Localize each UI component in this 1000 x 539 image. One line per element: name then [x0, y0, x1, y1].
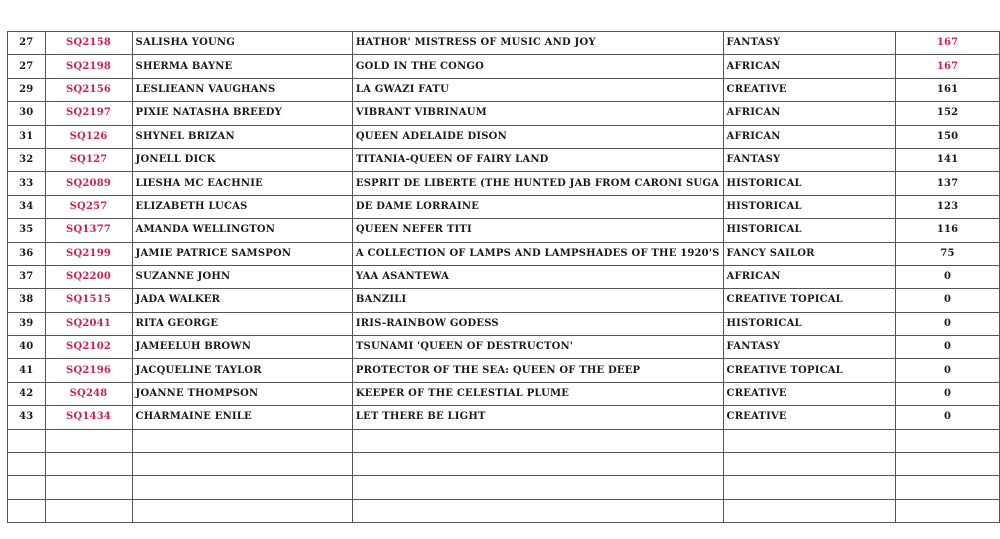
- score-cell: 123: [896, 195, 1000, 218]
- empty-table-row: [8, 499, 1000, 522]
- rank-cell: 31: [8, 125, 46, 148]
- title-cell: BANZILI: [352, 289, 723, 312]
- title-cell: A COLLECTION OF LAMPS AND LAMPSHADES OF THE 1920'S: [352, 242, 723, 265]
- rank-cell: 39: [8, 312, 46, 335]
- category-cell: FANTASY: [723, 336, 896, 359]
- score-cell: 0: [896, 265, 1000, 288]
- name-cell: CHARMAINE ENILE: [132, 406, 352, 429]
- rank-cell: 29: [8, 78, 46, 101]
- rank-cell: 37: [8, 265, 46, 288]
- table-row: [8, 406, 1000, 429]
- results-table-body: [8, 32, 1000, 523]
- name-cell: SHERMA BAYNE: [132, 55, 352, 78]
- code-cell: SQ2198: [45, 55, 132, 78]
- rank-cell: 33: [8, 172, 46, 195]
- title-cell: QUEEN NEFER TITI: [352, 219, 723, 242]
- name-cell: RITA GEORGE: [132, 312, 352, 335]
- table-row: [8, 195, 1000, 218]
- score-cell: 116: [896, 219, 1000, 242]
- empty-table-row: [8, 476, 1000, 499]
- rank-cell: 35: [8, 219, 46, 242]
- score-cell: 137: [896, 172, 1000, 195]
- name-cell: JOANNE THOMPSON: [132, 382, 352, 405]
- table-row: [8, 336, 1000, 359]
- score-cell: 75: [896, 242, 1000, 265]
- table-row: [8, 359, 1000, 382]
- empty-code-cell: [45, 429, 132, 452]
- category-cell: CREATIVE TOPICAL: [723, 359, 896, 382]
- rank-cell: 36: [8, 242, 46, 265]
- table-row: [8, 242, 1000, 265]
- category-cell: CREATIVE: [723, 406, 896, 429]
- category-cell: HISTORICAL: [723, 312, 896, 335]
- code-cell: SQ2089: [45, 172, 132, 195]
- table-row: [8, 78, 1000, 101]
- title-cell: IRIS-RAINBOW GODESS: [352, 312, 723, 335]
- name-cell: LESLIEANN VAUGHANS: [132, 78, 352, 101]
- rank-cell: 43: [8, 406, 46, 429]
- empty-score-cell: [896, 476, 1000, 499]
- results-table: [7, 31, 1000, 523]
- category-cell: FANTASY: [723, 148, 896, 171]
- empty-name-cell: [132, 499, 352, 522]
- code-cell: SQ2197: [45, 102, 132, 125]
- category-cell: FANTASY: [723, 32, 896, 55]
- empty-code-cell: [45, 499, 132, 522]
- category-cell: CREATIVE: [723, 78, 896, 101]
- empty-code-cell: [45, 476, 132, 499]
- empty-score-cell: [896, 499, 1000, 522]
- empty-table-row: [8, 453, 1000, 476]
- empty-code-cell: [45, 453, 132, 476]
- score-cell: 0: [896, 336, 1000, 359]
- empty-title-cell: [352, 499, 723, 522]
- rank-cell: 27: [8, 55, 46, 78]
- rank-cell: 27: [8, 32, 46, 55]
- title-cell: VIBRANT VIBRINAUM: [352, 102, 723, 125]
- empty-title-cell: [352, 476, 723, 499]
- name-cell: JONELL DICK: [132, 148, 352, 171]
- rank-cell: 42: [8, 382, 46, 405]
- score-cell: 167: [896, 32, 1000, 55]
- title-cell: TSUNAMI 'QUEEN OF DESTRUCTON': [352, 336, 723, 359]
- empty-rank-cell: [8, 429, 46, 452]
- score-cell: 0: [896, 359, 1000, 382]
- score-cell: 161: [896, 78, 1000, 101]
- title-cell: ESPRIT DE LIBERTE (THE HUNTED JAB FROM CARONI SUGA: [352, 172, 723, 195]
- name-cell: JADA WALKER: [132, 289, 352, 312]
- code-cell: SQ2041: [45, 312, 132, 335]
- results-sheet: [7, 31, 1000, 523]
- name-cell: SALISHA YOUNG: [132, 32, 352, 55]
- code-cell: SQ2200: [45, 265, 132, 288]
- code-cell: SQ127: [45, 148, 132, 171]
- empty-category-cell: [723, 499, 896, 522]
- empty-score-cell: [896, 429, 1000, 452]
- code-cell: SQ126: [45, 125, 132, 148]
- empty-title-cell: [352, 453, 723, 476]
- code-cell: SQ2199: [45, 242, 132, 265]
- score-cell: 0: [896, 382, 1000, 405]
- empty-rank-cell: [8, 499, 46, 522]
- rank-cell: 34: [8, 195, 46, 218]
- title-cell: DE DAME LORRAINE: [352, 195, 723, 218]
- empty-category-cell: [723, 429, 896, 452]
- empty-rank-cell: [8, 453, 46, 476]
- category-cell: HISTORICAL: [723, 219, 896, 242]
- title-cell: TITANIA-QUEEN OF FAIRY LAND: [352, 148, 723, 171]
- category-cell: AFRICAN: [723, 265, 896, 288]
- code-cell: SQ257: [45, 195, 132, 218]
- name-cell: JAMIE PATRICE SAMSPON: [132, 242, 352, 265]
- code-cell: SQ1377: [45, 219, 132, 242]
- table-row: [8, 382, 1000, 405]
- score-cell: 167: [896, 55, 1000, 78]
- table-row: [8, 265, 1000, 288]
- category-cell: CREATIVE: [723, 382, 896, 405]
- code-cell: SQ2196: [45, 359, 132, 382]
- rank-cell: 41: [8, 359, 46, 382]
- title-cell: PROTECTOR OF THE SEA: QUEEN OF THE DEEP: [352, 359, 723, 382]
- score-cell: 150: [896, 125, 1000, 148]
- rank-cell: 32: [8, 148, 46, 171]
- score-cell: 0: [896, 312, 1000, 335]
- empty-table-row: [8, 429, 1000, 452]
- title-cell: GOLD IN THE CONGO: [352, 55, 723, 78]
- empty-score-cell: [896, 453, 1000, 476]
- name-cell: AMANDA WELLINGTON: [132, 219, 352, 242]
- table-row: [8, 172, 1000, 195]
- category-cell: AFRICAN: [723, 55, 896, 78]
- code-cell: SQ248: [45, 382, 132, 405]
- name-cell: ELIZABETH LUCAS: [132, 195, 352, 218]
- table-row: [8, 102, 1000, 125]
- empty-category-cell: [723, 453, 896, 476]
- name-cell: PIXIE NATASHA BREEDY: [132, 102, 352, 125]
- code-cell: SQ2158: [45, 32, 132, 55]
- name-cell: SUZANNE JOHN: [132, 265, 352, 288]
- category-cell: FANCY SAILOR: [723, 242, 896, 265]
- code-cell: SQ1515: [45, 289, 132, 312]
- score-cell: 0: [896, 406, 1000, 429]
- name-cell: LIESHA MC EACHNIE: [132, 172, 352, 195]
- category-cell: HISTORICAL: [723, 172, 896, 195]
- table-row: [8, 125, 1000, 148]
- table-row: [8, 55, 1000, 78]
- table-row: [8, 289, 1000, 312]
- name-cell: SHYNEL BRIZAN: [132, 125, 352, 148]
- rank-cell: 40: [8, 336, 46, 359]
- table-row: [8, 312, 1000, 335]
- empty-name-cell: [132, 453, 352, 476]
- table-row: [8, 219, 1000, 242]
- title-cell: HATHOR' MISTRESS OF MUSIC AND JOY: [352, 32, 723, 55]
- name-cell: JACQUELINE TAYLOR: [132, 359, 352, 382]
- title-cell: LA GWAZI FATU: [352, 78, 723, 101]
- rank-cell: 30: [8, 102, 46, 125]
- name-cell: JAMEELUH BROWN: [132, 336, 352, 359]
- title-cell: LET THERE BE LIGHT: [352, 406, 723, 429]
- empty-name-cell: [132, 476, 352, 499]
- category-cell: CREATIVE TOPICAL: [723, 289, 896, 312]
- score-cell: 141: [896, 148, 1000, 171]
- empty-name-cell: [132, 429, 352, 452]
- category-cell: AFRICAN: [723, 125, 896, 148]
- table-row: [8, 148, 1000, 171]
- code-cell: SQ2156: [45, 78, 132, 101]
- score-cell: 0: [896, 289, 1000, 312]
- title-cell: KEEPER OF THE CELESTIAL PLUME: [352, 382, 723, 405]
- code-cell: SQ1434: [45, 406, 132, 429]
- code-cell: SQ2102: [45, 336, 132, 359]
- rank-cell: 38: [8, 289, 46, 312]
- empty-category-cell: [723, 476, 896, 499]
- category-cell: AFRICAN: [723, 102, 896, 125]
- title-cell: YAA ASANTEWA: [352, 265, 723, 288]
- empty-rank-cell: [8, 476, 46, 499]
- table-row: [8, 32, 1000, 55]
- score-cell: 152: [896, 102, 1000, 125]
- empty-title-cell: [352, 429, 723, 452]
- category-cell: HISTORICAL: [723, 195, 896, 218]
- title-cell: QUEEN ADELAIDE DISON: [352, 125, 723, 148]
